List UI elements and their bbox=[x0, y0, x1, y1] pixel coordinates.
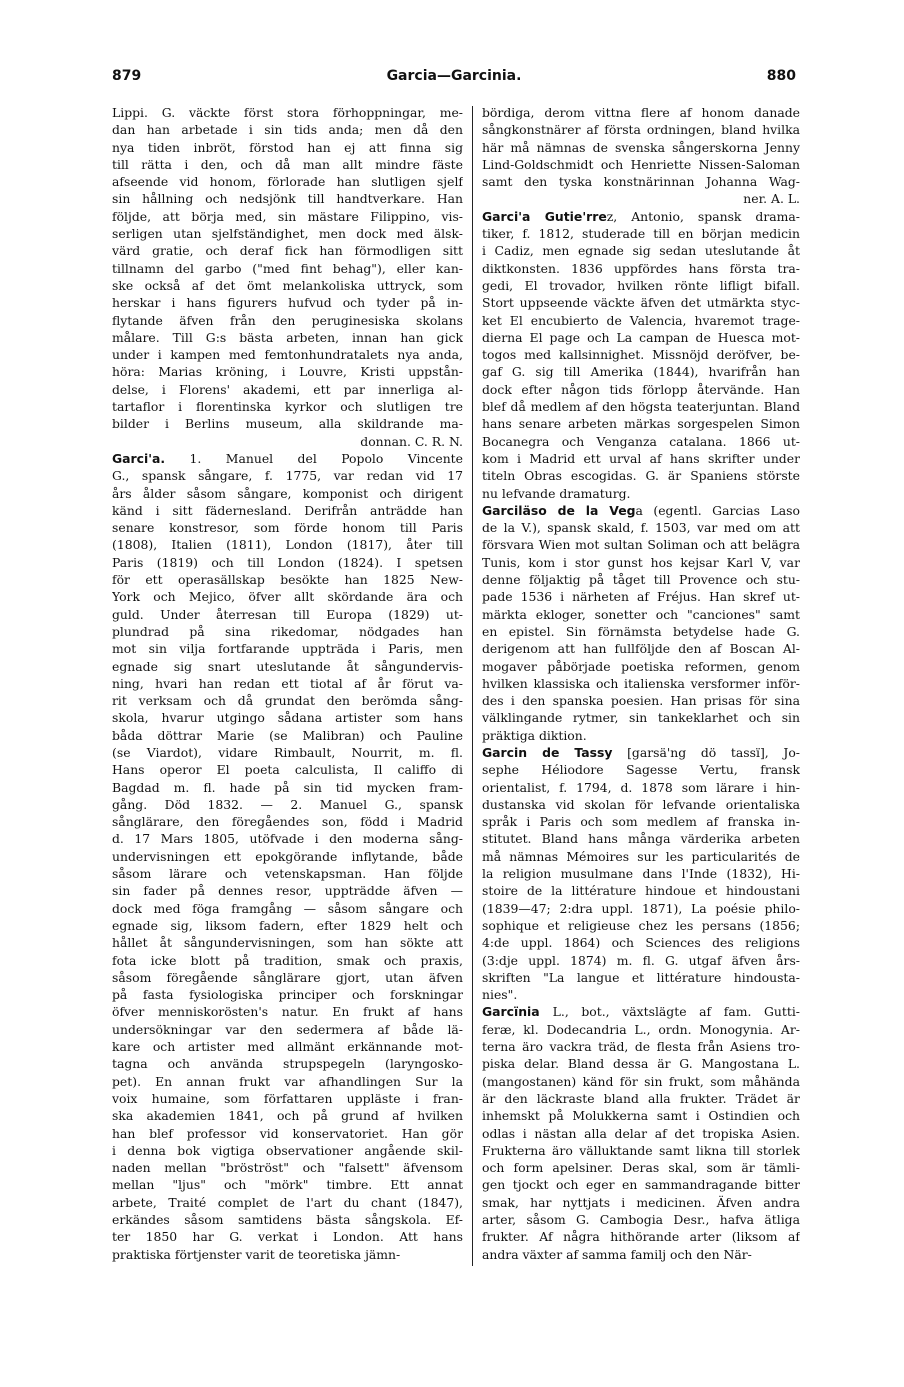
text-line: ter 1850 har G. verkat i London. Att hans bbox=[112, 1229, 463, 1245]
text-line: piska delar. Bland dessa är G. Mangostana L. bbox=[482, 1056, 800, 1072]
text-line: hållet åt sångundervisningen, som han sökte att bbox=[112, 935, 463, 951]
text-line: tartaflor i florentinska kyrkor och slutligen tre bbox=[112, 399, 463, 415]
text-line: i denna bok vigtiga observationer angående skil- bbox=[112, 1142, 463, 1158]
text-line: denne följaktig på tåget till Provence och stu- bbox=[482, 572, 800, 588]
text-line: odlas i nästan alla delar af det tropiska Asien. bbox=[482, 1125, 800, 1141]
text-line: värd gratie, och deraf fick han förmodligen sitt bbox=[112, 243, 463, 259]
text-line: la religion musulmane dans l'Inde (1832), Hi- bbox=[482, 866, 800, 882]
text-line: båda döttrar Marie (se Malibran) och Pauline bbox=[112, 727, 463, 743]
text-line: gaf G. sig till Amerika (1844), hvarifrån han bbox=[482, 364, 800, 380]
text-line: serligen utan sjelfständighet, men dock med älsk- bbox=[112, 226, 463, 242]
text-line: ska akademien 1841, och på grund af hvilken bbox=[112, 1108, 463, 1124]
text-line: märkta ekloger, sonetter och "canciones" samt bbox=[482, 606, 800, 622]
text-line: öfver menniskorösten's natur. En frukt af hans bbox=[112, 1004, 463, 1020]
text-line: i Cadiz, men egnade sig sedan uteslutande åt bbox=[482, 243, 800, 259]
text-line: senare konstresor, som förde honom till Paris bbox=[112, 520, 463, 536]
text-line: mellan "ljus" och "mörk" timbre. Ett annat bbox=[112, 1177, 463, 1193]
text-line: mogaver påbörjade poetiska reformen, genom bbox=[482, 658, 800, 674]
text-line: höra: Marias kröning, i Louvre, Kristi uppstån- bbox=[112, 364, 463, 380]
text-line: orientalist, f. 1794, d. 1878 som lärare i hin- bbox=[482, 779, 800, 795]
text-line: (1839—47; 2:dra uppl. 1871), La poésie philo- bbox=[482, 900, 800, 916]
left-page-number: 879 bbox=[112, 68, 142, 84]
text-line: följde, att börja med, sin mästare Filippino, vis- bbox=[112, 208, 463, 224]
text-line: hans senare arbeten märkas sorgespelen Simon bbox=[482, 416, 800, 432]
text-line: arter, såsom G. Cambogia Desr., hafva ätliga bbox=[482, 1212, 800, 1227]
text-line: frukter. Af några hithörande arter (liksom af bbox=[482, 1229, 800, 1245]
text-line: G., spansk sångare, f. 1775, var redan vid 17 bbox=[112, 468, 463, 484]
text-line: skriften "La langue et littérature hindousta- bbox=[482, 969, 800, 985]
right-column bbox=[482, 104, 800, 1263]
text-line: Frukterna äro välluktande samt likna till storlek bbox=[482, 1142, 800, 1158]
text-line: kom i Madrid ett urval af hans skrifter under bbox=[482, 450, 800, 466]
text-line: Bagdad m. fl. hade på sin tid mycken fram- bbox=[112, 779, 463, 795]
text-line: praktiska förtjenster varit de teoretiska jämn- bbox=[112, 1246, 401, 1262]
text-line: pet). En annan frukt var afhandlingen Sur la bbox=[112, 1073, 463, 1089]
text-line: Stort uppseende väckte äfven det utmärkta styc- bbox=[482, 295, 800, 311]
text-line: Garciläso de la Vega (egentl. Garcias Laso bbox=[482, 502, 800, 518]
text-line: undersökningar var den sedermera af både lä- bbox=[112, 1021, 463, 1037]
text-line: såsom föregående sånglärare gjort, utan äfven bbox=[112, 969, 463, 985]
text-line: en epistel. Sin förnämsta betydelse hade G. bbox=[482, 623, 800, 639]
entry-headword: Garcïnia bbox=[482, 1004, 553, 1020]
text-line: plundrad på sina rikedomar, nödgades han bbox=[112, 623, 463, 639]
text-line: stoire de la littérature hindoue et hindoustani bbox=[482, 883, 800, 899]
text-line: under i kampen med femtonhundratalets nya anda, bbox=[112, 347, 463, 363]
text-line: pade 1536 i närheten af Fréjus. Han skref ut- bbox=[482, 589, 800, 605]
text-line: språk i Paris och som medlem af franska in- bbox=[482, 814, 800, 830]
text-line: (3:dje uppl. 1874) m. fl. G. utgaf äfven års- bbox=[482, 952, 800, 968]
text-line: des i den spanska poesien. Han prisas för sina bbox=[482, 693, 800, 709]
text-line: dustanska vid skolan för lefvande orientaliska bbox=[482, 796, 800, 812]
column-divider bbox=[472, 106, 473, 1266]
text-line: sephe Héliodore Sagesse Vertu, fransk bbox=[482, 762, 800, 778]
text-line: tillnamn del garbo ("med fint behag"), eller kan- bbox=[112, 260, 463, 276]
text-line: på fasta fysiologiska principer och forskningar bbox=[112, 987, 463, 1003]
text-line: och form apelsiner. Deras skal, som är tämli- bbox=[482, 1160, 800, 1176]
text-line: (se Viardot), vidare Rimbault, Nourrit, m. fl. bbox=[112, 744, 463, 760]
text-line: stitutet. Bland hans många värderika arbeten bbox=[482, 831, 800, 847]
text-line: Lippi. G. väckte först stora förhoppningar, me- bbox=[112, 105, 463, 120]
text-line: guld. Under återresan till Europa (1829) ut- bbox=[112, 606, 463, 622]
text-line: bördiga, derom vittna flere af honom danade bbox=[482, 105, 800, 120]
text-line: Garci'a. 1. Manuel del Popolo Vincente bbox=[112, 450, 463, 466]
text-line: Bocanegra och Venganza catalana. 1866 ut- bbox=[482, 433, 800, 449]
text-line: ner. A. L. bbox=[743, 191, 800, 207]
text-line: erkändes såsom samtidens bästa sångskola. Ef- bbox=[112, 1212, 463, 1227]
text-line: smak, har nyttjats i medicinen. Äfven andra bbox=[482, 1194, 800, 1210]
text-line: dan han arbetade i sin tids anda; men då den bbox=[112, 122, 463, 138]
text-line: skola, hvarur utgingo sådana artister som hans bbox=[112, 710, 463, 726]
text-line: dierna El page och La campan de Huesca mot- bbox=[482, 329, 800, 345]
text-line: samt den tyska konstnärinnan Johanna Wag- bbox=[482, 174, 800, 190]
text-line: andra växter af samma familj och den När- bbox=[482, 1246, 752, 1262]
text-line: sin hållning och nedsjönk till handtverkare. Han bbox=[112, 191, 463, 207]
text-line: välklingande rytmer, sin tankeklarhet och sin bbox=[482, 710, 800, 726]
text-line: sånglärare, den föregåendes son, född i Madrid bbox=[112, 814, 463, 830]
text-line: rit verksam och då grundat den berömda sång- bbox=[112, 693, 463, 709]
text-line: bilder i Berlins museum, alla skildrande ma- bbox=[112, 416, 463, 432]
text-line: kare och artister med allmänt erkännande mot- bbox=[112, 1039, 463, 1055]
text-line: må nämnas Mémoires sur les particularités de bbox=[482, 848, 800, 864]
text-line: känd i sitt fädernesland. Derifrån anträdde han bbox=[112, 502, 463, 518]
text-line: feræ, kl. Dodecandria L., ordn. Monogynia. Ar- bbox=[482, 1021, 800, 1037]
text-line: herskar i hans figurers hufvud och tyder på in- bbox=[112, 295, 463, 311]
text-line: Tunis, kom i stor gunst hos kejsar Karl V, var bbox=[482, 554, 800, 570]
text-line: naden mellan "bröströst" och "falsett" äfvensom bbox=[112, 1160, 463, 1176]
text-line: han blef professor vid konservatoriet. Han gör bbox=[112, 1125, 463, 1141]
entry-headword: Garciläso de la Veg bbox=[482, 502, 636, 518]
text-line: arbete, Traité complet de l'art du chant (1847), bbox=[112, 1194, 463, 1210]
text-line: York och Mejico, öfver allt skördande ära och bbox=[112, 589, 463, 605]
text-line: terna äro vackra träd, de flesta från Asiens tro- bbox=[482, 1039, 800, 1055]
entry-headword: Garci'a. bbox=[112, 450, 166, 466]
text-line: titeln Obras escogidas. G. är Spaniens störste bbox=[482, 468, 800, 484]
text-line: tiker, f. 1812, studerade till en början medicin bbox=[482, 226, 800, 242]
text-line: diktkonsten. 1836 uppfördes hans första tra- bbox=[482, 260, 800, 276]
text-line: Garcïnia L., bot., växtslägte af fam. Gutti- bbox=[482, 1004, 800, 1020]
text-line: fota icke blott på tradition, smak och praxis, bbox=[112, 952, 463, 968]
text-line: års ålder såsom sångare, komponist och dirigent bbox=[112, 485, 463, 501]
text-line: här må nämnas de svenska sångerskorna Jenny bbox=[482, 139, 800, 155]
text-line: mot sin vilja fortfarande uppträda i Paris, men bbox=[112, 641, 463, 657]
text-line: d. 17 Mars 1805, utöfvade i den moderna sång- bbox=[112, 831, 463, 847]
right-page-number: 880 bbox=[766, 68, 796, 84]
text-line: voix humaine, som författaren uppläste i fran- bbox=[112, 1090, 463, 1106]
text-line: tagna och använda strupspegeln (laryngosko- bbox=[112, 1056, 463, 1072]
text-line: sophique et religieuse chez les persans (1856; bbox=[482, 917, 800, 933]
text-line: (1808), Italien (1811), London (1817), åter till bbox=[112, 537, 463, 553]
entry-headword: Garci'a Gutie'rre bbox=[482, 208, 607, 224]
text-line: afseende vid honom, förlorade han slutligen sjelf bbox=[112, 174, 463, 190]
text-line: 4:de uppl. 1864) och Sciences des religions bbox=[482, 935, 800, 951]
text-line: till rätta i den, och då man allt mindre fäste bbox=[112, 156, 463, 172]
text-line: Lind-Goldschmidt och Henriette Nissen-Saloman bbox=[482, 156, 800, 172]
text-line: gen tjockt och eger en sammandragande bitter bbox=[482, 1177, 800, 1193]
text-line: gång. Död 1832. — 2. Manuel G., spansk bbox=[112, 796, 463, 812]
text-line: inhemskt på Molukkerna samt i Ostindien och bbox=[482, 1108, 800, 1124]
text-line: blef då medlem af den högsta teaterjuntan. Bland bbox=[482, 399, 800, 415]
text-line: nies". bbox=[482, 987, 518, 1003]
text-line: såsom lärare och vetenskapsman. Han följde bbox=[112, 866, 463, 882]
text-line: försvara Wien mot sultan Soliman och att belägra bbox=[482, 537, 800, 553]
text-line: är den läckraste bland alla frukter. Trädet är bbox=[482, 1090, 800, 1106]
text-line: egnade sig, liksom fadern, efter 1829 helt och bbox=[112, 917, 463, 933]
text-line: donnan. C. R. N. bbox=[360, 433, 463, 449]
left-column bbox=[112, 104, 463, 1263]
text-line: ning, hvari han redan ett tiotal af år förut va- bbox=[112, 675, 463, 691]
text-line: hvilken klassiska och italienska versformer inför- bbox=[482, 675, 800, 691]
text-line: nya tiden inbröt, förstod han ej att finna sig bbox=[112, 139, 463, 155]
text-line: ket El encubierto de Valencia, hvaremot trage- bbox=[482, 312, 800, 328]
text-line: ske också af det ömt melankoliska uttryck, som bbox=[112, 277, 463, 293]
text-line: gedi, El trovador, hvilken rönte lifligt bifall. bbox=[482, 277, 800, 293]
text-line: delse, i Florens' akademi, ett par innerliga al- bbox=[112, 381, 463, 397]
text-line: nu lefvande dramaturg. bbox=[482, 485, 631, 501]
text-line: Paris (1819) och till London (1824). I spetsen bbox=[112, 554, 463, 570]
text-line: dock med föga framgång — såsom sångare och bbox=[112, 900, 463, 916]
text-line: dock efter någon tids förlopp återvände. Han bbox=[482, 381, 800, 397]
text-line: målare. Till G:s bästa arbeten, innan han gick bbox=[112, 329, 463, 345]
text-line: derigenom att han fullföljde den af Boscan Al- bbox=[482, 641, 800, 657]
text-line: Hans operor El poeta calculista, Il califfo di bbox=[112, 762, 463, 778]
text-line: Garci'a Gutie'rrez, Antonio, spansk drama- bbox=[482, 208, 800, 224]
text-line: togos med kallsinnighet. Missnöjd deröfver, be- bbox=[482, 347, 800, 363]
text-line: (mangostanen) känd för sin frukt, som måhända bbox=[482, 1073, 800, 1089]
text-line: sin fader på dennes resor, uppträdde äfven — bbox=[112, 883, 463, 899]
text-line: präktiga diktion. bbox=[482, 727, 587, 743]
text-line: flytande äfven från den peruginesiska skolans bbox=[112, 312, 463, 328]
text-line: Garcin de Tassy [garsä'ng dö tassï], Jo- bbox=[482, 744, 800, 760]
text-line: de la V.), spansk skald, f. 1503, var med om att bbox=[482, 520, 800, 536]
text-line: egnade sig snart uteslutande åt sångundervis- bbox=[112, 658, 463, 674]
text-line: undervisningen ett epokgörande inflytande, både bbox=[112, 848, 463, 864]
running-header bbox=[112, 68, 796, 90]
entry-headword: Garcin de Tassy bbox=[482, 744, 613, 760]
text-line: sångkonstnärer af första ordningen, bland hvilka bbox=[482, 122, 800, 138]
header-title: Garcia—Garcinia. bbox=[386, 68, 522, 84]
text-line: för ett operasällskap besökte han 1825 New- bbox=[112, 572, 463, 588]
